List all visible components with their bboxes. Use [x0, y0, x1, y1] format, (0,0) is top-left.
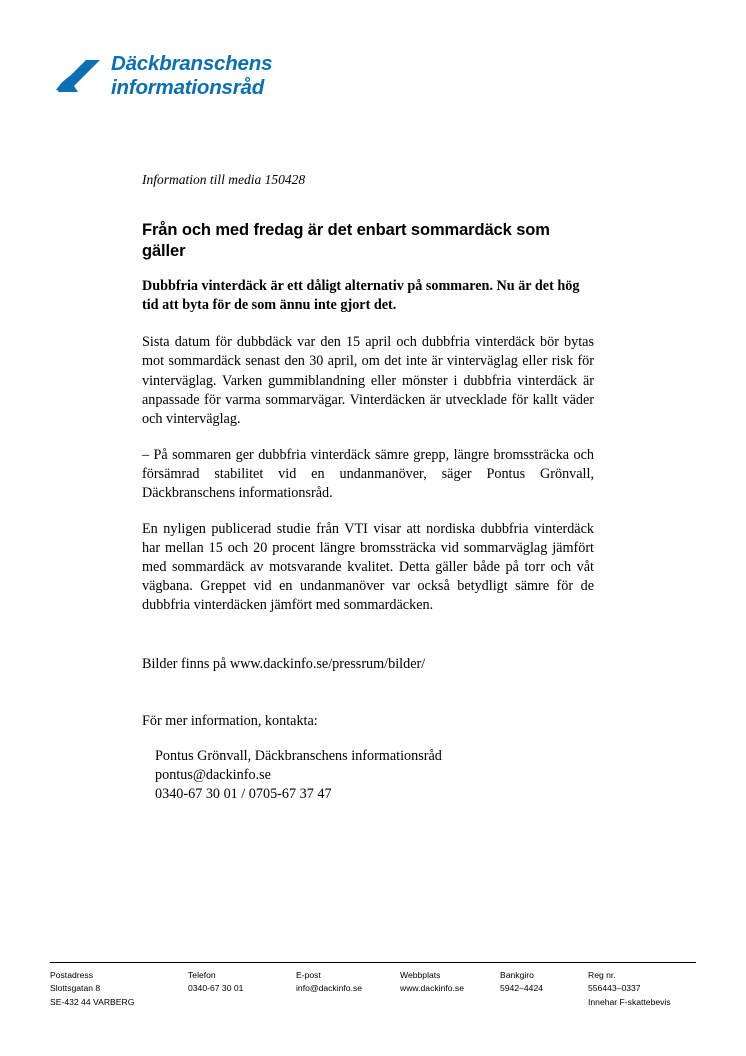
logo-text — [111, 52, 272, 100]
contact-details — [155, 747, 594, 804]
swoosh-icon — [56, 56, 102, 96]
page-title: Från och med fredag är det enbart sommardäck som gäller — [142, 221, 550, 260]
footer-column-epost — [296, 969, 400, 1009]
body-paragraph-3: En nyligen publicerad studie från VTI visar att nordiska dubbfria vinterdäck har mellan 15 och 20 procent längre bromssträcka vid sommarväglag jämfört med sommardäck av motsvarande kvalitet. Detta gäller både på torr och våt vägbana. Greppet vid en undanmanöver var också betydligt sämre för de dubbfria vinterdäcken jämfört med sommardäcken. — [142, 521, 594, 614]
logo — [56, 52, 272, 100]
document-meta: Information till media 150428 — [142, 172, 306, 187]
footer-column-bankgiro — [500, 969, 588, 1009]
images-note: Bilder finns på www.dackinfo.se/pressrum/bilder/ — [142, 655, 426, 672]
lead-paragraph: Dubbfria vinterdäck är ett dåligt alternativ på sommaren. Nu är det hög tid att byta för de som ännu inte gjort det. — [142, 278, 580, 314]
spacer — [142, 633, 594, 655]
spacer — [142, 696, 594, 712]
footer-heading: Postadress — [50, 970, 93, 980]
footer-heading: E-post — [296, 970, 321, 980]
footer-line: info@dackinfo.se — [296, 983, 363, 994]
footer-column-webbplats — [400, 969, 500, 1009]
contact-email: pontus@dackinfo.se — [155, 766, 271, 783]
footer-line: www.dackinfo.se — [400, 983, 465, 994]
footer-column-telefon — [188, 969, 296, 1009]
spacer — [142, 674, 594, 696]
contact-phone: 0340-67 30 01 / 0705-67 37 47 — [155, 785, 332, 802]
footer-line: 5942–4424 — [500, 983, 544, 994]
footer-divider — [50, 962, 696, 963]
spacer — [142, 731, 594, 747]
footer-columns — [50, 969, 696, 1009]
footer-heading: Bankgiro — [500, 970, 534, 980]
footer-line: 0340-67 30 01 — [188, 983, 244, 994]
footer-line: Innehar F-skattebevis — [588, 996, 671, 1007]
footer-column-postadress — [50, 969, 188, 1009]
body-paragraph-1: Sista datum för dubbdäck var den 15 april och dubbfria vinterdäck bör bytas mot sommardäck senast den 30 april, om det inte är vinterväglag eller risk för vinterväglag. Varken gummiblandning eller mönster i dubbfria vinterdäck är anpassade för varma sommarvägar. Vinterdäcken är utvecklade för kallt väder och vinterväglag. — [142, 334, 594, 427]
body-paragraph-2: – På sommaren ger dubbfria vinterdäck sämre grepp, längre bromssträcka och försämrad stabilitet vid en undanmanöver, säger Pontus Grönvall, Däckbranschens informationsråd. — [142, 446, 594, 501]
document-body — [142, 172, 594, 804]
footer — [50, 962, 696, 1009]
footer-heading: Telefon — [188, 970, 216, 980]
footer-heading: Webbplats — [400, 970, 441, 980]
footer-heading: Reg nr. — [588, 970, 616, 980]
footer-column-regnr — [588, 969, 698, 1009]
footer-line: 556443–0337 — [588, 983, 641, 994]
footer-line: Slottsgatan 8 — [50, 983, 101, 994]
logo-text-line2: informationsråd — [111, 75, 265, 99]
contact-heading: För mer information, kontakta: — [142, 712, 318, 729]
footer-line: SE-432 44 VARBERG — [50, 996, 135, 1007]
logo-text-line1: Däckbranschens — [111, 52, 273, 75]
contact-name: Pontus Grönvall, Däckbranschens informationsråd — [155, 747, 442, 764]
